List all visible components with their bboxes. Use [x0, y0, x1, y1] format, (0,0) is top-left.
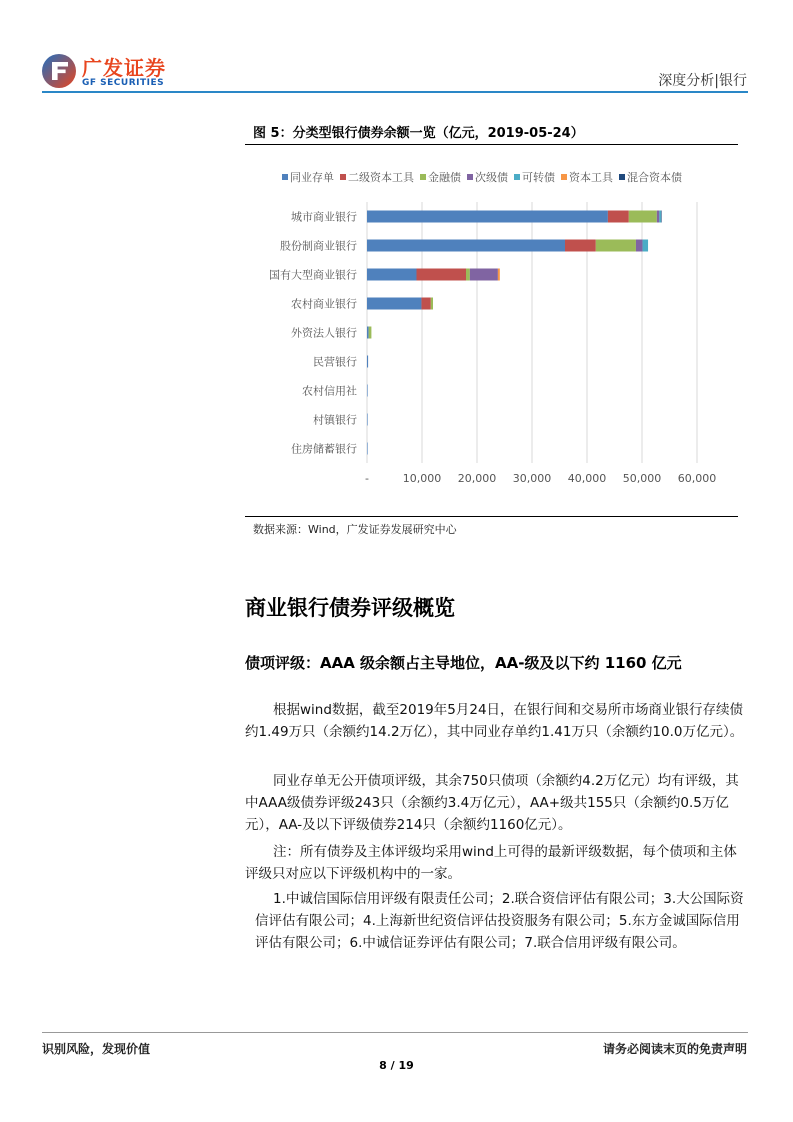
bar-segment: [565, 240, 596, 252]
bar-segment: [643, 240, 649, 252]
x-tick-label: -: [365, 472, 369, 485]
category-label: 民营银行: [313, 355, 357, 369]
x-tick-label: 60,000: [677, 472, 717, 485]
bar-segment: [367, 443, 368, 455]
logo-mark-icon: [42, 54, 76, 88]
legend-swatch: [561, 174, 567, 180]
bar-segment: [367, 414, 368, 426]
x-tick-label: 10,000: [402, 472, 442, 485]
header-divider: [42, 91, 748, 93]
legend-label: 混合资本债: [627, 171, 682, 184]
x-tick-label: 50,000: [622, 472, 662, 485]
legend-label: 可转债: [522, 171, 555, 184]
category-label: 国有大型商业银行: [269, 268, 357, 282]
logo-text-en: GF SECURITIES: [82, 78, 165, 88]
x-tick-label: 40,000: [567, 472, 607, 485]
bar-segment: [369, 327, 372, 339]
bar-segment: [367, 240, 565, 252]
bar-segment: [367, 269, 417, 281]
bar-segment: [367, 211, 608, 223]
category-label: 村镇银行: [313, 413, 357, 427]
page-number: 8 / 19: [379, 1059, 414, 1072]
figure-title: 图 5：分类型银行债券余额一览（亿元，2019-05-24）: [253, 126, 584, 141]
bar-segment: [470, 269, 498, 281]
bar-segment: [466, 269, 470, 281]
legend-swatch: [467, 174, 473, 180]
bar-segment: [367, 298, 421, 310]
figure-top-rule: [245, 144, 738, 145]
category-label: 农村商业银行: [291, 297, 357, 311]
legend-label: 金融债: [428, 171, 461, 184]
figure-source: 数据来源：Wind，广发证券发展研究中心: [253, 523, 457, 536]
bar-segment: [636, 240, 643, 252]
category-label: 外资法人银行: [291, 326, 357, 340]
bar-segment: [417, 269, 467, 281]
section-title: 商业银行债券评级概览: [245, 596, 455, 620]
figure-bottom-rule: [245, 516, 738, 517]
legend-swatch: [619, 174, 625, 180]
subsection-title: 债项评级：AAA 级余额占主导地位，AA-级及以下约 1160 亿元: [245, 654, 682, 672]
bar-segment: [421, 298, 430, 310]
bar-segment: [367, 327, 369, 339]
paragraph: 同业存单无公开债项评级，其余750只债项（余额约4.2万亿元）均有评级，其中AAA级债券评级243只（余额约3.4万亿元），AA+级共155只（余额约0.5万亿元），AA-及以下评级债券214只（余额约1160亿元）。: [245, 773, 739, 833]
logo-text-cn: 广发证券: [82, 56, 166, 80]
legend-label: 二级资本工具: [348, 171, 414, 184]
bar-segment: [498, 269, 500, 281]
legend-swatch: [282, 174, 288, 180]
footer-divider: [42, 1032, 748, 1033]
legend-label: 同业存单: [290, 171, 334, 184]
bar-segment: [629, 211, 657, 223]
stacked-bar-chart: [245, 150, 738, 510]
paragraph: 根据wind数据，截至2019年5月24日，在银行间和交易所市场商业银行存续债约1.49万只（余额约14.2万亿），其中同业存单约1.41万只（余额约10.0万亿元）。: [245, 702, 744, 740]
legend-swatch: [420, 174, 426, 180]
legend-label: 资本工具: [569, 171, 613, 184]
legend-swatch: [340, 174, 346, 180]
note-paragraph: 注：所有债券及主体评级均采用wind上可得的最新评级数据，每个债项和主体评级只对应以下评级机构中的一家。: [245, 844, 737, 882]
category-label: 农村信用社: [302, 384, 357, 398]
bar-segment: [659, 211, 661, 223]
footer-disclaimer: 请务必阅读末页的免责声明: [602, 1042, 747, 1056]
bar-segment: [367, 356, 368, 368]
category-label: 住房储蓄银行: [291, 442, 357, 456]
bar-segment: [367, 385, 368, 397]
bar-segment: [661, 211, 662, 223]
legend-label: 次级债: [475, 171, 508, 184]
x-tick-label: 30,000: [512, 472, 552, 485]
footer-slogan: 识别风险，发现价值: [42, 1042, 151, 1056]
agency-list: 1.中诚信国际信用评级有限责任公司；2.联合资信评估有限公司；3.大公国际资信评估有限公司；4.上海新世纪资信评估投资服务有限公司；5.东方金诚国际信用评估有限公司；6.中诚信证券评估有限公司；7.联合信用评级有限公司。: [255, 891, 744, 951]
header-section-label: 深度分析|银行: [658, 73, 747, 89]
category-label: 城市商业银行: [291, 210, 357, 224]
category-label: 股份制商业银行: [280, 239, 357, 253]
bar-segment: [657, 211, 659, 223]
legend-swatch: [514, 174, 520, 180]
bar-segment: [596, 240, 636, 252]
x-tick-label: 20,000: [457, 472, 497, 485]
bar-segment: [431, 298, 433, 310]
bar-segment: [608, 211, 629, 223]
company-logo: [42, 52, 172, 92]
